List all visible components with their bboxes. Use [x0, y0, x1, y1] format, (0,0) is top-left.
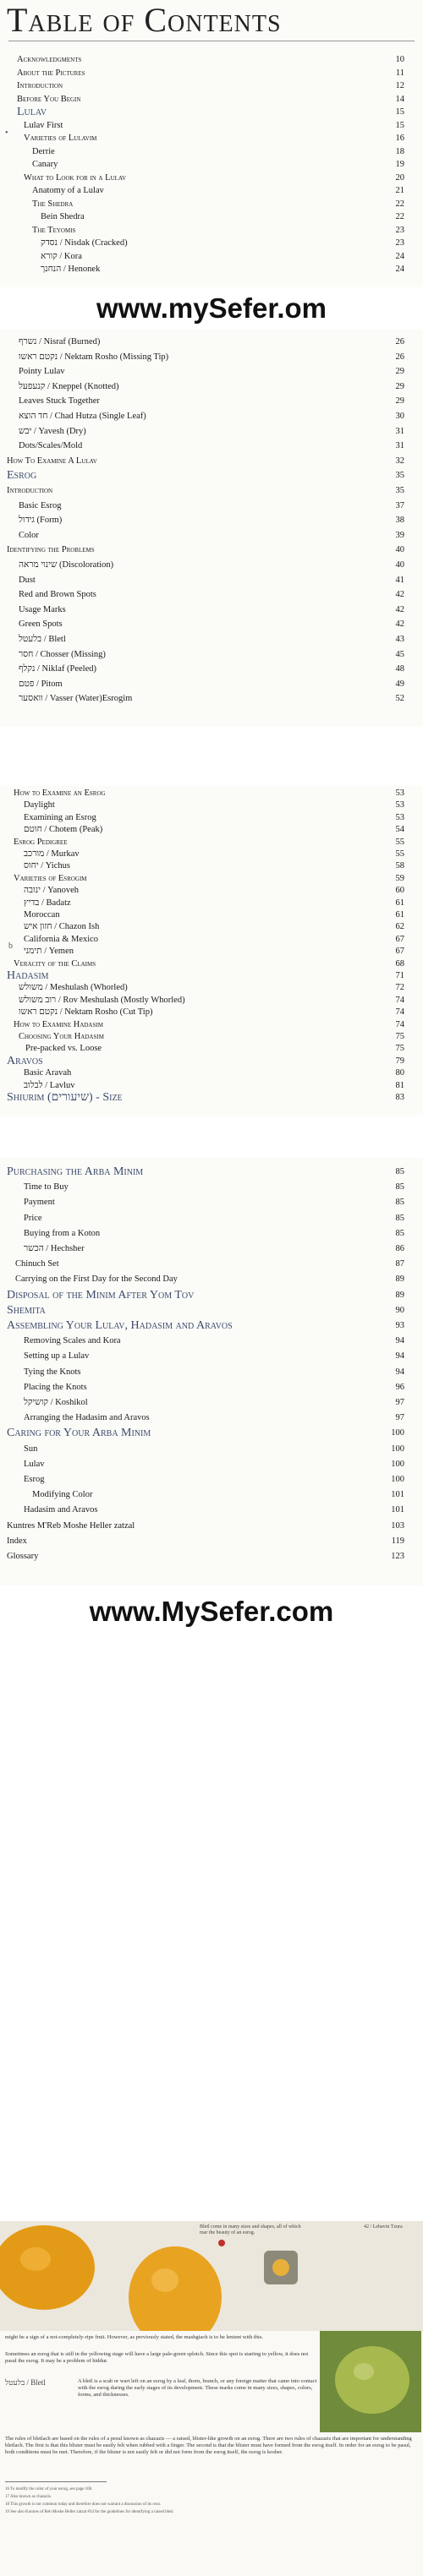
toc-entry-label: רוב משולש / Rov Meshulash (Mostly Whorled) — [19, 995, 185, 1005]
paragraph-2: Sometimes an esrog that is still in the yellowing stage will have a large pale-green splotch. Since this spot is starting to yellow, it does not pasul the esrog. It may be a problem of hiddur. — [5, 2351, 309, 2364]
toc-entry-label: Pointy Lulav — [19, 367, 65, 377]
toc-entry-label: בלעטל / Bletl — [19, 635, 66, 644]
footnote-rule — [5, 2481, 107, 2482]
toc-entry-label: Hadasim and Aravos — [24, 1505, 98, 1515]
toc-entry[interactable] — [0, 647, 423, 663]
toc-entry-label: חזון איש / Chazon Ish — [24, 922, 100, 932]
toc-entry-page: 30 — [395, 412, 404, 421]
toc-entry-label: Introduction — [17, 81, 63, 90]
toc-entry-page: 29 — [395, 367, 404, 377]
toc-entry-label: Arranging the Hadasim and Aravos — [24, 1413, 150, 1423]
toc-entry[interactable] — [0, 483, 423, 499]
photo-caption: Bletl come in many sizes and shapes, all of which mar the beauty of an esrog. — [200, 2224, 301, 2235]
toc-entry-page: 96 — [395, 1382, 404, 1392]
toc-entry[interactable] — [0, 364, 423, 379]
toc-entry[interactable] — [0, 1195, 423, 1210]
toc-entry[interactable] — [0, 662, 423, 677]
toc-entry-page: 85 — [395, 1167, 404, 1176]
toc-entry[interactable] — [0, 1303, 423, 1318]
toc-entry-page: 15 — [395, 120, 404, 130]
preview-text-page — [0, 2331, 423, 2576]
toc-entry-label: How to Examine Hadasim — [14, 1019, 103, 1029]
toc-entry-page: 16 — [395, 134, 404, 143]
page-gap-2 — [0, 1116, 423, 1158]
toc-entry-page: 23 — [395, 225, 404, 235]
toc-entry-page: 22 — [395, 212, 404, 221]
toc-entry-page: 79 — [395, 1056, 404, 1066]
toc-entry-page: 86 — [395, 1244, 404, 1253]
toc-entry-label: Before You Begin — [17, 94, 81, 104]
toc-entry-page: 48 — [395, 664, 404, 674]
watermark-band-1 — [0, 287, 423, 330]
toc-entry-label: הנחנך / Henonek — [41, 265, 101, 274]
toc-entry-page: 53 — [395, 800, 404, 810]
toc-entry-page: 19 — [395, 160, 404, 169]
toc-entry[interactable] — [0, 424, 423, 439]
toc-entry-page: 22 — [395, 199, 404, 209]
toc-entry-page: 35 — [395, 486, 404, 495]
toc-entry[interactable] — [0, 1090, 423, 1105]
toc-entry[interactable] — [0, 1180, 423, 1195]
toc-entry-page: 75 — [395, 1044, 404, 1054]
toc-entry-label: נקטם ראשו / Nektam Rosho (Cut Tip) — [19, 1007, 153, 1018]
toc-entry[interactable] — [0, 1334, 423, 1349]
toc-entry-label: Chinuch Set — [15, 1259, 59, 1269]
toc-entry-label: חסר / Chosser (Missing) — [19, 649, 106, 659]
toc-entry[interactable] — [0, 1395, 423, 1411]
toc-entry[interactable] — [0, 1211, 423, 1226]
toc-entry[interactable] — [0, 1365, 423, 1380]
toc-entry[interactable] — [0, 1503, 423, 1518]
esrog-photos — [0, 2221, 423, 2331]
toc-entry-label: Dust — [19, 575, 36, 585]
toc-entry-page: 24 — [395, 265, 404, 274]
toc-entry-label: Buying from a Koton — [24, 1228, 101, 1238]
toc-entry-page: 100 — [391, 1459, 404, 1469]
toc-entry-label: גידול (Form) — [19, 516, 63, 526]
toc-entry[interactable] — [0, 1487, 423, 1503]
toc-entry-label: Moroccan — [24, 910, 60, 920]
toc-entry[interactable] — [0, 350, 423, 365]
paragraph-4: The rules of bletlach are based on the rules of a pesul known as chazazis — a raised, blister-like growth on an esrog. There are two rules of chazazis that are important for understanding bletlach. The first is that this blister must be easily felt when rubbed with a finger. The second is that the blister must have formed from the esrog itself. In order for an esrog to be pasul, both conditions must be met. Therefore, if the blister is not easily felt or did not form from the esrog itself, the esrog is kosher. — [5, 2436, 412, 2455]
toc-entry-label: Leaves Stuck Together — [19, 396, 100, 407]
toc-entry-label: Green Spots — [19, 619, 63, 630]
toc-entry[interactable] — [0, 617, 423, 632]
toc-entry-page: 87 — [395, 1259, 404, 1269]
toc-entry-label: Introduction — [7, 486, 53, 495]
toc-entry[interactable] — [0, 1472, 423, 1487]
toc-entry-page: 18 — [395, 146, 404, 156]
toc-entry-page: 83 — [395, 1093, 404, 1102]
esrog-thumb-fruit — [272, 2259, 289, 2276]
toc-entry-page: 101 — [391, 1490, 404, 1500]
toc-entry-page: 68 — [395, 958, 404, 969]
toc-entry-label: Placing the Knots — [24, 1382, 87, 1392]
toc-entry-label: נשרף / Nisraf (Burned) — [19, 337, 101, 347]
toc-entry-page: 74 — [395, 1007, 404, 1018]
toc-entry-label: How To Examine A Lulav — [7, 456, 97, 466]
toc-entry-page: 85 — [395, 1213, 404, 1223]
toc-entry-label: Basic Esrog — [19, 500, 62, 510]
toc-entry-label: Hadasim — [7, 969, 49, 982]
toc-entry-label: Sun — [24, 1444, 38, 1454]
toc-entry[interactable] — [0, 1318, 423, 1334]
toc-entry-page: 52 — [395, 694, 404, 704]
esrog-photo-strip — [0, 2221, 423, 2331]
toc-entry-page: 31 — [395, 426, 404, 436]
toc-entry-label: Modifying Color — [32, 1490, 93, 1500]
toc-entry-page: 43 — [395, 635, 404, 644]
toc-entry-page: 94 — [395, 1367, 404, 1377]
toc-entry[interactable] — [0, 1534, 423, 1549]
green-esrog-highlight — [354, 2363, 374, 2380]
toc-entry-page: 41 — [395, 575, 404, 585]
toc-entry[interactable] — [0, 468, 423, 483]
toc-entry-label: Varieties of Esrogim — [14, 873, 87, 883]
toc-entry-page: 15 — [395, 107, 404, 117]
toc-entry[interactable] — [0, 1426, 423, 1441]
toc-entry-label: Disposal of the Minim After Yom Tov — [7, 1288, 195, 1302]
toc-entry-label: What to Look for in a Lulav — [24, 172, 127, 183]
toc-entry-label: Carrying on the First Day for the Second Day — [15, 1274, 178, 1285]
toc-entry-page: 53 — [395, 789, 404, 798]
toc-entry[interactable] — [0, 379, 423, 395]
watermark-text-2: www.MySefer.com — [89, 1596, 334, 1627]
toc-entry-label: Time to Buy — [24, 1182, 69, 1192]
toc-entry-page: 10 — [395, 55, 404, 64]
toc-entry-label: קושיקל / Koshikol — [24, 1398, 88, 1407]
toc-entry[interactable] — [0, 603, 423, 618]
toc-entry-page: 97 — [395, 1413, 404, 1423]
toc-entry-label: Shemita — [7, 1303, 46, 1317]
toc-entry-label: בדיץ / Badatz — [24, 898, 71, 908]
page-title: Table of Contents — [7, 1, 282, 39]
toc-entry-label: Removing Scales and Kora — [24, 1336, 121, 1346]
toc-entry-page: 58 — [395, 861, 404, 871]
toc-entry-label: Assembling Your Lulav, Hadasim and Aravos — [7, 1319, 233, 1332]
toc-entry-page: 24 — [395, 251, 404, 261]
toc-entry-page: 55 — [395, 849, 404, 859]
toc-entry-label: Index — [7, 1536, 27, 1546]
toc-entry-page: 32 — [395, 456, 404, 466]
footnote: 18 This growth is not common today and therefore does not warrant a discussion of its own. — [5, 2502, 162, 2507]
toc-entry-label: Esrog — [24, 1475, 45, 1484]
toc-entry-label: Varieties of Lulavim — [24, 134, 97, 143]
toc-entry-page: 11 — [395, 68, 404, 78]
toc-entry-label: שינוי מראה (Discoloration) — [19, 560, 114, 570]
toc-entry[interactable] — [0, 632, 423, 647]
page-gap-1 — [0, 727, 423, 786]
toc-entry-page: 103 — [391, 1520, 404, 1531]
toc-entry-page: 45 — [395, 649, 404, 659]
toc-entry-label: Glossary — [7, 1552, 39, 1561]
toc-entry-label: יחוס / Yichus — [24, 861, 70, 871]
toc-entry-page: 85 — [395, 1228, 404, 1238]
toc-page-2 — [0, 330, 423, 727]
toc-page-3 — [0, 786, 423, 1116]
toc-entry-page: 59 — [395, 873, 404, 883]
toc-entry-page: 100 — [391, 1444, 404, 1454]
toc-entry[interactable] — [0, 1442, 423, 1457]
toc-entry-page: 72 — [395, 983, 404, 993]
toc-entry-label: Daylight — [24, 800, 55, 810]
watermark-band-2 — [0, 1585, 423, 1636]
bletl-mark — [218, 2240, 225, 2246]
toc-entry-label: About the Pictures — [17, 68, 85, 78]
toc-entry-label: חוטם / Chotem (Peak) — [24, 825, 103, 835]
toc-entry[interactable] — [0, 439, 423, 454]
toc-entry[interactable] — [0, 1457, 423, 1472]
toc-entry-page: 123 — [391, 1552, 404, 1561]
toc-entry-page: 100 — [391, 1428, 404, 1438]
toc-entry-page: 75 — [395, 1032, 404, 1041]
toc-entry-page: 60 — [395, 886, 404, 896]
toc-entry-label: תימני / Yemen — [24, 947, 74, 957]
toc-entry-page: 29 — [395, 396, 404, 407]
toc-entry[interactable] — [0, 1549, 423, 1564]
toc-entry-label: The Teyomis — [32, 225, 76, 235]
paragraph-3: A bletl is a scab or wart left on an esrog by a leaf, thorn, branch, or any foreign matter that came into contact with the esrog during the early stages of its development. These marks come in many sizes, shapes, colors, forms, and thicknesses. — [78, 2378, 317, 2398]
toc-entry[interactable] — [0, 677, 423, 692]
toc-entry-page: 42 — [395, 590, 404, 600]
toc-entry-page: 20 — [395, 172, 404, 183]
toc-entry-label: Veracity of the Claims — [14, 958, 96, 969]
toc-entry-page: 94 — [395, 1351, 404, 1362]
toc-entry[interactable] — [0, 409, 423, 424]
toc-entry-label: Derrie — [32, 146, 55, 156]
toc-entry-label: מורכב / Murkav — [24, 849, 80, 859]
toc-entry[interactable] — [0, 1288, 423, 1303]
toc-entry-page: 31 — [395, 441, 404, 451]
toc-entry-label: קורא / Kora — [41, 251, 82, 261]
toc-entry-label: וואסער / Vasser (Water)Esrogim — [19, 694, 133, 704]
toc-entry-page: 61 — [395, 898, 404, 908]
toc-entry-label: לבלוב / Lavluv — [24, 1080, 75, 1090]
page-gap-3 — [0, 1636, 423, 2221]
toc-entry[interactable] — [0, 1411, 423, 1426]
toc-entry-label: קנעפעל / Kneppel (Knotted) — [19, 381, 119, 391]
toc-entry-label: Canary — [32, 160, 58, 169]
toc-entry[interactable] — [0, 454, 423, 469]
toc-entry-page: 35 — [395, 471, 404, 481]
footnote: 19 See also Kuntres of Reb Moshe Heller zatzal #24 for the guidelines for identifying a raised bletl. — [5, 2510, 174, 2514]
margin-marker-b: b — [8, 941, 13, 951]
toc-entry-page: 23 — [395, 238, 404, 248]
toc-entry-label: Anatomy of a Lulav — [32, 186, 104, 195]
toc-entry-page: 100 — [391, 1475, 404, 1484]
toc-entry-page: 101 — [391, 1505, 404, 1515]
toc-entry-label: נסדק / Nisdak (Cracked) — [41, 238, 128, 248]
toc-entry[interactable] — [0, 499, 423, 514]
toc-entry-label: The Shedra — [32, 199, 74, 209]
footnote: 17 Also known as chazazis. — [5, 2495, 52, 2499]
toc-entry-page: 80 — [395, 1068, 404, 1078]
toc-entry-label: ינובה / Yanoveh — [24, 886, 79, 896]
toc-entry[interactable] — [0, 394, 423, 409]
toc-entry[interactable] — [0, 558, 423, 573]
toc-entry-page: 71 — [395, 971, 404, 980]
page-running-header: 42 / Lehavin Tzura — [364, 2224, 403, 2229]
toc-entry-page: 74 — [395, 1019, 404, 1029]
toc-entry[interactable] — [0, 1226, 423, 1242]
toc-entry-label: Color — [19, 530, 39, 540]
toc-entry-label: Payment — [24, 1198, 55, 1208]
toc-entry-page: 38 — [395, 516, 404, 526]
toc-entry[interactable] — [0, 573, 423, 588]
toc-entry-page: 90 — [395, 1305, 404, 1315]
toc-entry-page: 89 — [395, 1290, 404, 1300]
toc-entry[interactable] — [0, 587, 423, 603]
toc-entry-label: פטם / Pitom — [19, 679, 63, 689]
toc-entry[interactable] — [0, 1165, 423, 1180]
toc-entry-label: Esrog Pedigree — [14, 837, 68, 847]
toc-entry-page: 89 — [395, 1274, 404, 1285]
toc-entry-label: יבש / Yavesh (Dry) — [19, 426, 86, 436]
toc-entry-page: 29 — [395, 381, 404, 391]
esrog-highlight-middle — [151, 2268, 179, 2292]
toc-entry-label: Caring for Your Arba Minim — [7, 1427, 151, 1440]
toc-entry-label: Usage Marks — [19, 604, 66, 614]
margin-marker: • — [5, 128, 8, 138]
toc-entry-page: 67 — [395, 934, 404, 944]
toc-entry-label: Basic Aravah — [24, 1068, 72, 1078]
toc-entry-label: Choosing Your Hadasim — [19, 1032, 104, 1041]
toc-entry-page: 49 — [395, 679, 404, 689]
paragraph-1: might be a sign of a not-completely-ripe fruit. However, as previously stated, the mashgiach is to be lenient with this. — [5, 2334, 263, 2340]
toc-page-1 — [0, 0, 423, 287]
footnote: 16 To modify the color of your esrog, see page 100. — [5, 2487, 93, 2491]
toc-entry-page: 97 — [395, 1398, 404, 1407]
toc-entry[interactable] — [0, 1272, 423, 1287]
toc-entry-page: 42 — [395, 619, 404, 630]
toc-entry-page: 61 — [395, 910, 404, 920]
toc-entry[interactable] — [0, 691, 423, 707]
toc-entry-label: Setting up a Lulav — [24, 1351, 90, 1362]
toc-entry-page: 62 — [395, 922, 404, 932]
toc-entry[interactable] — [0, 528, 423, 543]
toc-entry-page: 74 — [395, 995, 404, 1005]
toc-entry-page: 39 — [395, 530, 404, 540]
toc-entry-label: Tying the Knots — [24, 1367, 81, 1377]
toc-entry-page: 40 — [395, 545, 404, 555]
toc-entry-label: How to Examine an Esrog — [14, 789, 106, 798]
toc-entry-label: Purchasing the Arba Minim — [7, 1165, 144, 1178]
toc-page-4 — [0, 1158, 423, 1585]
toc-entry-label: Aravos — [7, 1054, 43, 1067]
toc-entry-page: 37 — [395, 500, 404, 510]
toc-entry-page: 85 — [395, 1198, 404, 1208]
toc-entry-page: 119 — [391, 1536, 404, 1546]
toc-entry-page: 21 — [395, 186, 404, 195]
toc-entry-page: 53 — [395, 812, 404, 822]
toc-entry[interactable] — [0, 1380, 423, 1395]
toc-entry-label: Identifying the Problems — [7, 545, 95, 555]
toc-entry-label: Esrog — [7, 469, 37, 483]
toc-entry-label: הכשר / Hechsher — [24, 1244, 85, 1253]
toc-entry-label: Kuntres M'Reb Moshe Heller zatzal — [7, 1520, 135, 1531]
toc-entry-page: 14 — [395, 94, 404, 104]
toc-entry[interactable] — [0, 335, 423, 350]
leaf-esrog-photo — [320, 2331, 421, 2432]
toc-entry[interactable] — [0, 1242, 423, 1257]
toc-entry-page: 26 — [395, 337, 404, 347]
toc-entry-page: 26 — [395, 352, 404, 362]
toc-entry-label: חד הוצא / Chad Hutza (Single Leaf) — [19, 412, 146, 421]
toc-entry-page: 94 — [395, 1336, 404, 1346]
toc-entry-label: California & Mexico — [24, 934, 99, 944]
toc-entry-label: Lulav — [17, 106, 47, 118]
toc-entry-label: Price — [24, 1213, 42, 1223]
toc-entry-label: Acknowledgments — [17, 55, 82, 64]
toc-entry-label: Dots/Scales/Mold — [19, 441, 83, 451]
esrog-highlight-left — [20, 2247, 51, 2271]
toc-entry-label: משולש / Meshulash (Whorled) — [19, 983, 128, 993]
toc-entry[interactable] — [0, 1349, 423, 1364]
toc-entry-label: Shiurim (שיעורים) - Size — [7, 1091, 123, 1104]
toc-entry-page: 81 — [395, 1080, 404, 1090]
toc-entry-page: 55 — [395, 837, 404, 847]
watermark-text: www.mySefer.om — [96, 292, 327, 324]
toc-entry[interactable] — [0, 1519, 423, 1534]
toc-entry-label: Bein Shedra — [41, 212, 85, 221]
toc-entry-label: Lulav — [24, 1459, 45, 1469]
toc-entry-page: 85 — [395, 1182, 404, 1192]
toc-entry-label: Examining an Esrog — [24, 812, 96, 822]
toc-entry-label: Red and Brown Spots — [19, 590, 96, 600]
toc-entry-page: 93 — [395, 1321, 404, 1330]
toc-entry[interactable] — [0, 1257, 423, 1272]
toc-entry-label: נקטם ראשו / Nektam Rosho (Missing Tip) — [19, 352, 169, 362]
toc-entry-label: Pre-packed vs. Loose — [25, 1044, 102, 1054]
margin-label-bletl: בלעטל / Bletl — [5, 2378, 46, 2387]
toc-entry[interactable] — [0, 513, 423, 528]
toc-entry-page: 67 — [395, 947, 404, 957]
toc-entry-label: נקלף / Niklaf (Peeled) — [19, 664, 96, 674]
green-esrog — [335, 2346, 409, 2414]
toc-entry-page: 42 — [395, 604, 404, 614]
toc-entry-label: Lulav First — [24, 120, 63, 130]
toc-entry-page: 54 — [395, 825, 404, 835]
toc-entry[interactable] — [0, 543, 423, 558]
toc-entry[interactable] — [0, 262, 423, 277]
toc-entry-page: 12 — [395, 81, 404, 90]
toc-entry-page: 40 — [395, 560, 404, 570]
